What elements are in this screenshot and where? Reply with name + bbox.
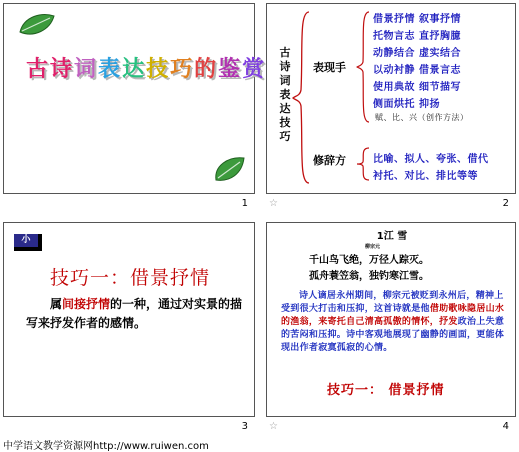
poem-line: 孤舟蓑笠翁，独钓寒江雪。 [309, 271, 429, 282]
body-prefix: 属 [50, 297, 63, 311]
title-char: 诗 [50, 56, 75, 82]
rhetoric-row: 衬托、对比、排比等等 [373, 171, 478, 182]
rhetoric-row: 比喻、拟人、夸张、借代 [373, 154, 489, 165]
technique-row: 使用典故 细节描写 [373, 82, 461, 93]
vertical-title-char: 词 [279, 74, 291, 87]
brace-icon [355, 146, 371, 182]
technique-row: 借景抒情 叙事抒情 [373, 14, 461, 25]
slide-3-title: 技巧一：借景抒情 [49, 267, 210, 289]
page-number: 2 [502, 198, 509, 209]
title-char: 词 [74, 56, 99, 82]
para-text: 政治上失意的苦闷和压抑。诗中客观地展现了幽静的画面，更能体现出作者寂寞孤寂的心情。 [281, 317, 505, 353]
technique-tag: 技巧一： 借景抒情 [327, 383, 445, 398]
slide-2[interactable] [266, 3, 516, 209]
title-char: 技 [146, 56, 171, 82]
label-biaoxian: 表现手 [313, 61, 346, 74]
vertical-title-char: 诗 [279, 60, 291, 73]
leaf-icon [212, 154, 246, 184]
para-text: 诗人谪居永州期间，柳宗元被贬到永州后，精神上受到很大打击和压抑，这首诗就是他 [281, 291, 504, 314]
body-highlight: 间接抒情 [62, 297, 111, 311]
slide-4[interactable] [266, 222, 516, 432]
vertical-title-char: 巧 [279, 130, 291, 143]
technique-note: 赋、比、兴（创作方法） [375, 113, 469, 122]
page-number: 1 [241, 198, 248, 209]
vertical-title-char: 达 [279, 102, 291, 115]
page-number: 3 [241, 421, 248, 432]
title-char: 表 [98, 56, 123, 82]
star-icon: ☆ [269, 421, 278, 432]
badge: 小 [14, 234, 42, 251]
poem-title: 1江 雪 [376, 231, 408, 242]
brace-icon [291, 10, 311, 185]
poem-author: 柳宗元 [365, 244, 381, 250]
slide-1[interactable] [3, 3, 267, 209]
title-char: 赏 [242, 56, 267, 82]
vertical-title-char: 古 [279, 46, 291, 59]
vertical-title-char: 表 [279, 88, 291, 101]
title-char: 巧 [170, 56, 195, 82]
body-suffix: 的一种，通过对实景的描写来抒发作者的感情。 [26, 297, 243, 330]
page-number: 4 [502, 421, 509, 432]
brace-icon [355, 10, 371, 124]
title-char: 的 [194, 56, 219, 82]
star-icon: ☆ [269, 198, 278, 209]
leaf-icon [18, 12, 56, 38]
title-char: 达 [122, 56, 147, 82]
title-char: 鉴 [218, 56, 243, 82]
slide-3-body [26, 295, 244, 333]
technique-row: 以动衬静 借景言志 [373, 65, 461, 76]
para-highlight: 借助歌咏隐居山水的渔翁，来寄托自己清高孤傲的情怀，抒发 [281, 304, 505, 327]
analysis-paragraph [281, 290, 507, 355]
label-xiuci: 修辞方 [313, 154, 346, 167]
technique-row: 动静结合 虚实结合 [373, 48, 461, 59]
vertical-title-char: 技 [279, 116, 291, 129]
technique-row: 托物言志 直抒胸臆 [373, 31, 461, 42]
technique-row: 侧面烘托 抑扬 [373, 99, 440, 110]
slide-3[interactable] [3, 222, 255, 432]
footer-watermark: 中学语文教学资源网http://www.ruiwen.com [3, 441, 209, 452]
title-char: 古 [26, 56, 51, 82]
poem-line: 千山鸟飞绝，万径人踪灭。 [309, 255, 429, 266]
slide-1-title [26, 52, 266, 83]
